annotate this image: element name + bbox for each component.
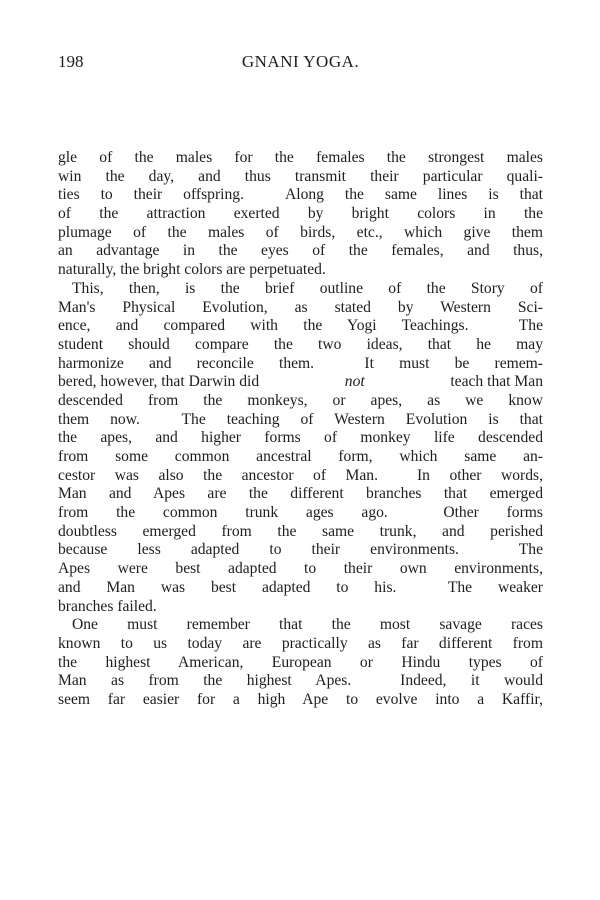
text-segment: an advantage in the eyes of the females, and thus, [58, 242, 543, 260]
text-segment: the apes, and higher forms of monkey life descended [58, 429, 543, 447]
text-segment: bered, however, that Darwin did [58, 373, 264, 391]
text-line [58, 392, 543, 411]
text-segment: ence, and compared with the Yogi Teachings. The [58, 317, 543, 335]
text-line [58, 691, 543, 710]
text-line [58, 541, 543, 560]
text-segment: doubtless emerged from the same trunk, and perished [58, 522, 543, 540]
text-segment: This, then, is the brief outline of the Story of [72, 279, 543, 297]
text-segment: them now. The teaching of Western Evolution is that [58, 410, 543, 428]
text-line [58, 299, 543, 318]
text-line [58, 579, 543, 598]
text-line [58, 523, 543, 542]
text-line [58, 485, 543, 504]
text-line [58, 616, 543, 635]
text-segment: descended from the monkeys, or apes, as we know [58, 391, 543, 409]
text-line [58, 186, 543, 205]
text-segment: gle of the males for the females the strongest males [58, 149, 543, 166]
text-line [58, 242, 543, 261]
text-segment: from some common ancestral form, which same an- [58, 448, 543, 465]
text-segment: branches failed. [58, 597, 157, 615]
text-line [58, 635, 543, 654]
text-line [58, 355, 543, 374]
text-segment: Apes were best adapted to their own environments, [58, 560, 543, 578]
text-segment: ties to their offspring. Along the same lines is that [58, 186, 543, 204]
text-segment: seem far easier for a high Ape to evolve into a Kaffir, [58, 690, 543, 708]
text-segment: harmonize and reconcile them. It must be remem- [58, 354, 543, 372]
page-body-text [58, 149, 543, 710]
text-segment: naturally, the bright colors are perpetuated. [58, 261, 326, 279]
text-segment: student should compare the two ideas, that he may [58, 335, 543, 353]
text-line [58, 317, 543, 336]
text-line [58, 448, 543, 467]
text-line [58, 168, 543, 187]
text-segment: teach that Man [446, 373, 543, 391]
running-title: GNANI YOGA. [241, 52, 360, 71]
text-line [58, 373, 543, 392]
paragraph [58, 149, 543, 280]
text-segment: and Man was best adapted to his. The weaker [58, 578, 543, 596]
emphasis-text: not [344, 373, 365, 391]
text-segment: Man's Physical Evolution, as stated by Western Sci- [58, 298, 543, 316]
text-segment: because less adapted to their environments. The [58, 541, 543, 559]
text-segment: win the day, and thus transmit their particular quali- [58, 167, 543, 185]
text-segment: plumage of the males of birds, etc., which give them [58, 223, 543, 241]
text-segment: of the attraction exerted by bright colors in the [58, 205, 543, 223]
text-line [58, 336, 543, 355]
text-segment: known to us today are practically as far different from [58, 634, 543, 652]
text-line [58, 261, 543, 280]
text-line [58, 598, 543, 617]
paragraph [58, 280, 543, 616]
text-line [58, 467, 543, 486]
text-line [58, 672, 543, 691]
text-line [58, 560, 543, 579]
text-segment: One must remember that the most savage races [72, 616, 543, 634]
text-line [58, 411, 543, 430]
page-number: 198 [58, 52, 84, 71]
text-line [58, 224, 543, 243]
text-line [58, 205, 543, 224]
text-line [58, 149, 543, 168]
paragraph [58, 616, 543, 709]
text-segment: Man and Apes are the different branches that emerged [58, 485, 543, 503]
text-line [58, 504, 543, 523]
text-segment: cestor was also the ancestor of Man. In other words, [58, 466, 543, 484]
page-header [58, 52, 543, 78]
text-segment: Man as from the highest Apes. Indeed, it would [58, 672, 543, 690]
text-line [58, 429, 543, 448]
text-line [58, 280, 543, 299]
text-segment: from the common trunk ages ago. Other forms [58, 504, 543, 522]
text-line [58, 654, 543, 673]
text-segment: the highest American, European or Hindu types of [58, 653, 543, 671]
